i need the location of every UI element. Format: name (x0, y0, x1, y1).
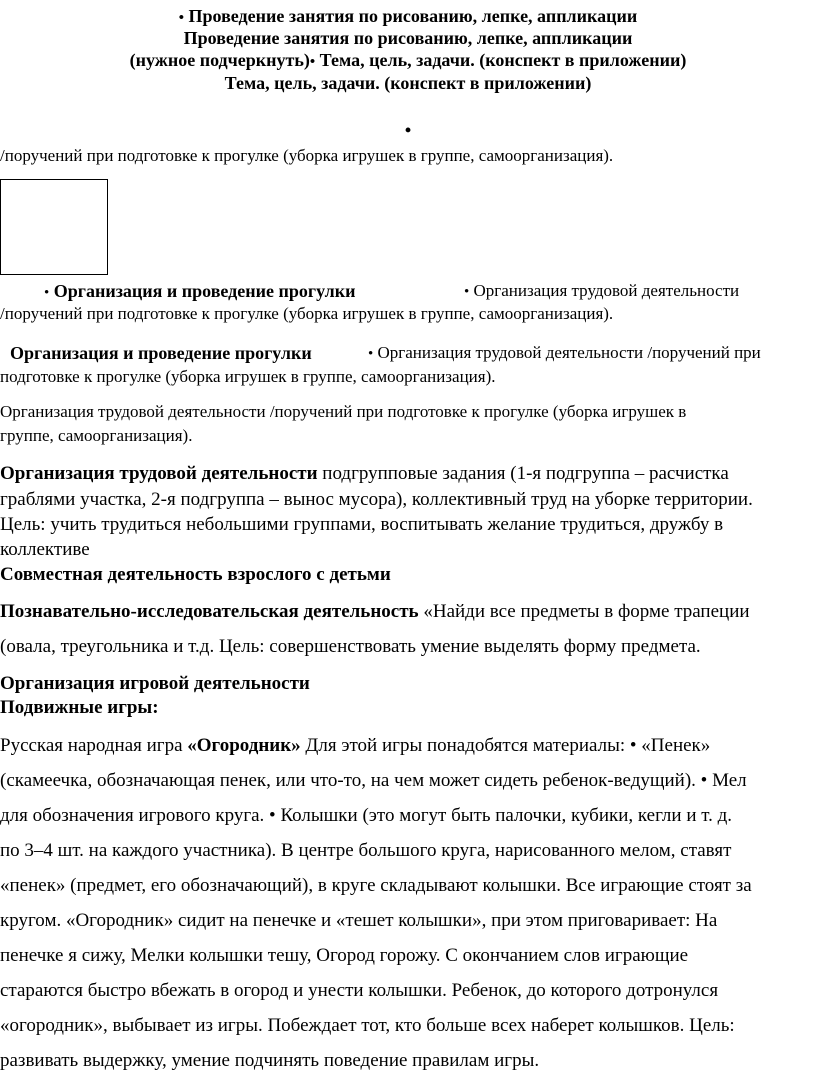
game-line-8: стараются быстро вбежать в огород и унести колышки. Ребенок, до которого дотронулся (0, 980, 719, 1001)
game-line-5: «пенек» (предмет, его обозначающий), в круге складывают колышки. Все играющие стоят за (0, 875, 752, 896)
paragraph-errands-4a: Организация трудовой деятельности /поручений при подготовке к прогулке (уборка игрушек в (0, 402, 687, 421)
cognitive-line-2: (овала, треугольника и т.д. Цель: совершенствовать умение выделять форму предмета. (0, 636, 701, 657)
labor-section-line-2: граблями участка, 2-я подгруппа – вынос мусора), коллективный труд на уборке территории. (0, 489, 753, 510)
game-line-2: (скамеечка, обозначающая пенек, или что-то, на чем может сидеть ребенок-ведущий). • Мел (0, 770, 747, 791)
header-line-2: Проведение занятия по рисованию, лепке, аппликации (183, 28, 633, 48)
labor-label: Организация трудовой деятельности /поручений при (377, 343, 761, 362)
bullet-icon: • (44, 285, 50, 301)
labor-item-row3 (368, 342, 761, 365)
bullet-icon: • (309, 54, 316, 70)
walk-item-row3 (10, 341, 312, 365)
labor-label: Организация трудовой деятельности (473, 281, 740, 300)
outdoor-games-heading: Подвижные игры: (0, 697, 159, 718)
game-line-6: кругом. «Огородник» сидит на пенечке и «тешет колышки», при этом приговаривает: На (0, 910, 718, 931)
bullet-icon: • (368, 346, 374, 362)
header-topic: Тема, цель, задачи. (конспект в приложении) (319, 50, 687, 70)
cognitive-heading: Познавательно-исследовательская деятельность (0, 601, 419, 622)
paragraph-errands-3: подготовке к прогулке (уборка игрушек в группе, самоорганизация). (0, 367, 496, 386)
empty-frame (0, 179, 108, 275)
header-underline-note: (нужное подчеркнуть) (129, 50, 310, 70)
labor-section-text: подгрупповые задания (1-я подгруппа – расчистка (317, 463, 729, 484)
walk-item-row2 (44, 279, 355, 305)
labor-section-heading: Организация трудовой деятельности (0, 463, 318, 484)
cognitive-text: «Найди все предметы в форме трапеции (418, 601, 750, 622)
labor-section-line-3: Цель: учить трудиться небольшими группами, воспитывать желание трудиться, дружбу в (0, 514, 724, 535)
game-intro: Русская народная игра (0, 735, 188, 756)
cognitive-line-1 (0, 599, 750, 624)
game-title: «Огородник» (187, 735, 301, 756)
paragraph-errands-1: /поручений при подготовке к прогулке (уборка игрушек в группе, самоорганизация). (0, 146, 614, 165)
game-line-10: развивать выдержку, умение подчинять поведение правилам игры. (0, 1050, 540, 1071)
labor-section-line-1 (0, 461, 729, 486)
game-materials: Для этой игры понадобятся материалы: • «Пенек» (300, 735, 711, 756)
bullet-icon: • (464, 284, 470, 300)
game-line-7: пенечке я сижу, Мелки колышки тешу, Огород горожу. С окончанием слов играющие (0, 945, 689, 966)
game-line-1 (0, 733, 710, 758)
walk-heading: Организация и проведение прогулки (53, 281, 356, 301)
game-activity-heading: Организация игровой деятельности (0, 673, 310, 694)
game-line-9: «огородник», выбывает из игры. Побеждает тот, кто больше всех наберет колышков. Цель: (0, 1015, 735, 1036)
game-line-3: для обозначения игрового круга. • Колышки (это могут быть палочки, кубики, кегли и т. д. (0, 805, 733, 826)
labor-section-line-4: коллективе (0, 539, 90, 560)
lone-bullet-icon: • (404, 120, 412, 140)
header-title-1: Проведение занятия по рисованию, лепке, аппликации (188, 6, 638, 26)
header-line-4: Тема, цель, задачи. (конспект в приложении) (224, 73, 592, 93)
bullet-icon: • (178, 10, 185, 26)
labor-item-row2 (464, 280, 739, 303)
walk-heading: Организация и проведение прогулки (10, 343, 312, 363)
paragraph-errands-2: /поручений при подготовке к прогулке (уборка игрушек в группе, самоорганизация). (0, 304, 614, 323)
paragraph-errands-4b: группе, самоорганизация). (0, 426, 193, 445)
game-line-4: по 3–4 шт. на каждого участника). В центре большого круга, нарисованного мелом, ставят (0, 840, 732, 861)
joint-activity-heading: Совместная деятельность взрослого с детьми (0, 564, 391, 585)
